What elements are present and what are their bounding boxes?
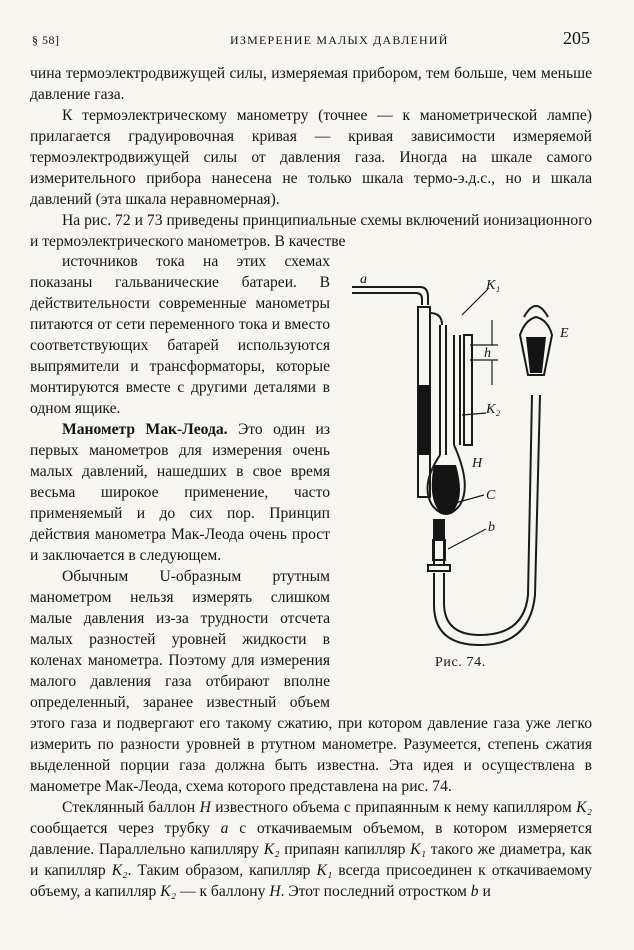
figure-caption: Рис. 74. — [435, 655, 486, 670]
label-e: E — [560, 326, 569, 341]
paragraph-2: К термоэлектрическому манометру (точнее — к манометрической лампе) прилагается градуировочная кривая — кривая зависимости измеряемой термоэлектродвижущей силы от давления газа. Иногда на шкале самого измерительного прибора нанесена не только шкала термо-э.д.с., но и шкала давлений (эта шкала неравномерная). — [30, 107, 592, 208]
sym: K₁ — [316, 862, 333, 879]
inlet-tube-a — [352, 287, 428, 305]
running-title: ИЗМЕРЕНИЕ МАЛЫХ ДАВЛЕНИЙ — [230, 33, 449, 47]
t: с откачиваемым объемом, в котором измеряется давление. Параллельно капилляру — [30, 820, 592, 858]
label-a: a — [360, 272, 367, 287]
label-b: b — [488, 520, 495, 535]
sym: H — [199, 799, 211, 816]
reservoir-handle — [524, 306, 548, 317]
t: — к баллону — [176, 883, 270, 900]
paragraph-5-text: Это один из первых манометров для измерения очень малых давлений, нашедших в свое время весьма широкое применение, часто применяемый и до сих пор. Принцип действия манометра Мак-Леода очень прост и заключается в следующем. — [30, 421, 330, 564]
t: всегда присоединен к откачиваемому объему, а капилляр — [30, 862, 592, 900]
page-number: 205 — [563, 28, 590, 48]
sym: K₂ — [111, 862, 128, 879]
mercury-balloon — [432, 465, 460, 515]
scale — [464, 335, 472, 445]
t: такого же диаметра, как и капилляр — [30, 841, 592, 879]
t: . Таким образом, капилляр — [127, 862, 317, 879]
t: известного объема с припаянным к нему капилляром — [210, 799, 577, 816]
page-header — [30, 30, 590, 52]
label-k1: K₁ — [486, 278, 501, 293]
k1-connect — [430, 313, 442, 325]
k2-leader — [462, 413, 486, 415]
label-c: C — [486, 488, 496, 503]
mercury-main — [418, 385, 430, 455]
paragraph-1: чина термоэлектродвижущей силы, измеряемая прибором, тем больше, чем меньше давление газа. — [30, 65, 592, 103]
sym: H — [269, 883, 281, 900]
text-top — [30, 63, 592, 252]
paragraph-6: Обычным U-образным ртутным манометром нельзя измерять слишком малые давления из-за трудности отсчета малых разностей уровней жидкости в коленах манометра. Поэтому для измерения малого давления газа отбирают вполне определенный, заранее известный объем этого газа и подвергают его такому сжатию, при котором давление газа уже легко измерить по разности уровней в ртутном манометре. Разумеется, степень сжатия выделенной порции газа должна быть известна. Эта идея и осуществлена в манометре Мак-Леода, схема которого представлена на рис. 74. — [30, 568, 592, 795]
paragraph-7 — [30, 797, 592, 902]
sym: K₂ — [576, 799, 592, 816]
b-leader — [448, 529, 486, 549]
section-heading: Манометр Мак-Леода. — [62, 421, 228, 438]
t: и — [478, 883, 491, 900]
mercury-reservoir — [526, 337, 546, 373]
rubber-hose-inner — [444, 395, 532, 635]
sym: b — [470, 883, 479, 900]
k1-leader — [462, 289, 488, 315]
sym: K₂ — [263, 841, 280, 858]
t: Стеклянный баллон — [62, 799, 200, 816]
label-h-balloon: H — [472, 456, 483, 471]
mercury-lower — [435, 520, 443, 540]
sym: K₂ — [160, 883, 177, 900]
label-h: h — [484, 346, 491, 361]
paragraph-4: источников тока на этих схемах показаны гальванические батареи. В действительности современные манометры питаются от сети переменного тока и вместо соответствующих батарей используются выпрямители и трансформаторы, которые монтируются вместе с другими деталями в одном ящике. — [30, 253, 330, 417]
rubber-hose — [434, 395, 540, 645]
t: сообщается через трубку — [30, 820, 221, 837]
label-k2: K₂ — [486, 402, 501, 417]
sym: K₁ — [410, 841, 426, 858]
mcleod-gauge-diagram — [330, 265, 592, 655]
sym: a — [220, 820, 229, 837]
clamp — [428, 565, 450, 571]
paragraph-3: На рис. 72 и 73 приведены принципиальные схемы включений ионизационного и термоэлектрического манометров. В качестве — [30, 212, 592, 250]
t: припаян капилляр — [279, 841, 411, 858]
t: . Этот последний отростком — [280, 883, 471, 900]
inlet-tube-a-inner — [352, 293, 422, 305]
section-number: § 58] — [32, 33, 60, 47]
